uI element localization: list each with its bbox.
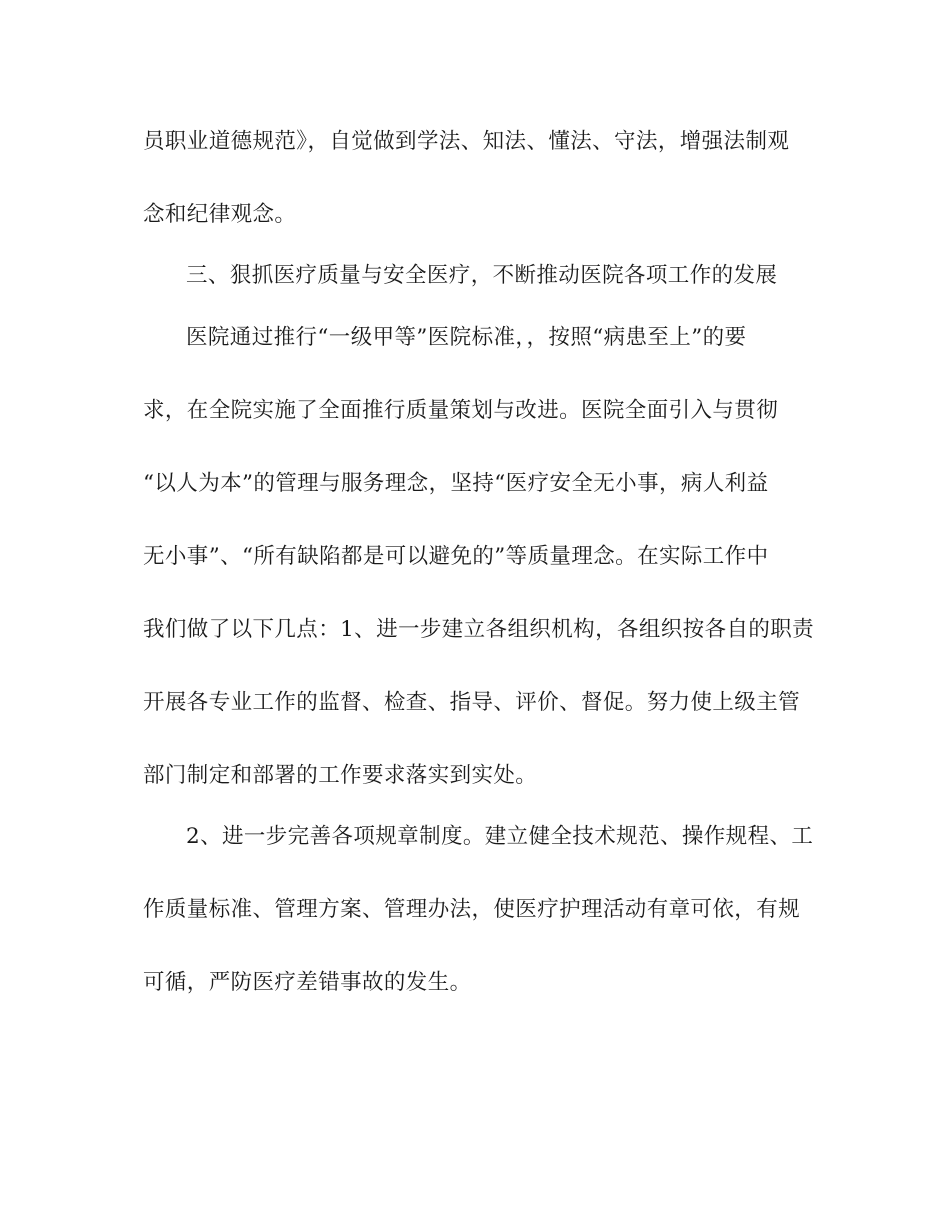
text-line-13: 可循，严防医疗差错事故的发生。 [143, 970, 472, 995]
text-line-8: 我们做了以下几点：1、进一步建立各组织机构，各组织按各自的职责 [143, 617, 815, 642]
text-line-9: 开展各专业工作的监督、检查、指导、评价、督促。努力使上级主管 [143, 690, 801, 715]
text-line-4: 医院通过推行“一级甲等”医院标准，，按照“病患至上”的要 [186, 325, 747, 350]
text-line-11: 2、进一步完善各项规章制度。建立健全技术规范、操作规程、工 [186, 824, 814, 849]
text-line-6: “以人为本”的管理与服务理念，坚持“医疗安全无小事，病人利益 [143, 471, 769, 496]
text-line-10: 部门制定和部署的工作要求落实到实处。 [143, 763, 538, 788]
section-heading-3: 三、狠抓医疗质量与安全医疗，不断推动医院各项工作的发展 [186, 263, 778, 288]
text-line-2: 念和纪律观念。 [143, 202, 297, 227]
text-line-7: 无小事”、“所有缺陷都是可以避免的”等质量理念。在实际工作中 [143, 544, 769, 569]
text-line-1: 员职业道德规范》，自觉做到学法、知法、懂法、守法，增强法制观 [143, 129, 790, 154]
text-line-12: 作质量标准、管理方案、管理办法，使医疗护理活动有章可依，有规 [143, 897, 801, 922]
text-line-5: 求，在全院实施了全面推行质量策划与改进。医院全面引入与贯彻 [143, 398, 779, 423]
